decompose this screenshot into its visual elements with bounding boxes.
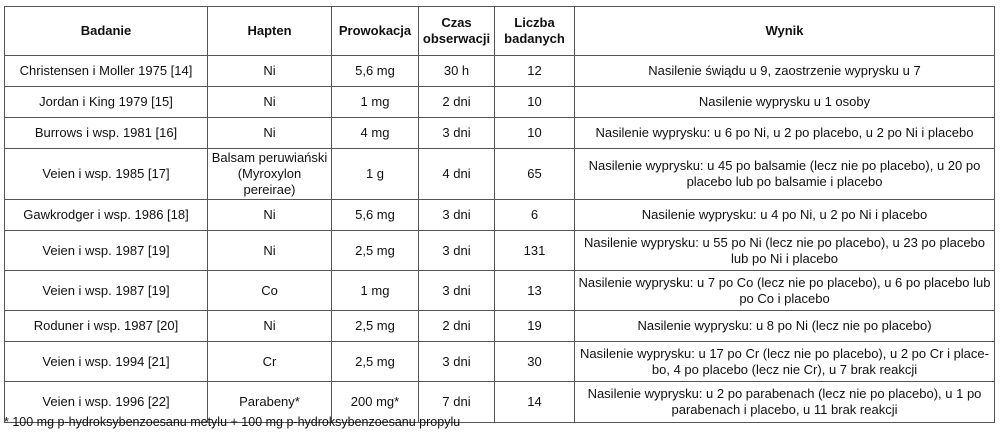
cell-badanie: Gawkrodger i wsp. 1986 [18] (5, 200, 208, 231)
cell-liczba: 6 (495, 200, 575, 231)
header-badanie: Badanie (5, 7, 208, 56)
cell-prowokacja: 2,5 mg (332, 342, 419, 382)
cell-wynik: Nasilenie wyprysku u 1 osoby (575, 87, 995, 118)
cell-czas: 3 dni (419, 200, 495, 231)
cell-wynik: Nasilenie wyprysku: u 4 po Ni, u 2 po Ni i placebo (575, 200, 995, 231)
cell-hapten: Ni (208, 118, 332, 149)
cell-czas: 3 dni (419, 118, 495, 149)
cell-czas: 2 dni (419, 311, 495, 342)
cell-wynik: Nasilenie wyprysku: u 45 po balsamie (lecz nie po placebo), u 20 po placebo lub po balsamie i placebo (575, 149, 995, 200)
table-row (5, 87, 995, 118)
cell-prowokacja: 2,5 mg (332, 231, 419, 271)
cell-liczba: 19 (495, 311, 575, 342)
footnote: * 100 mg p-hydroksybenzoesanu metylu + 100 mg p-hydroksybenzoesanu propylu (4, 415, 461, 429)
studies-table (4, 6, 995, 423)
cell-badanie: Veien i wsp. 1996 [22] (5, 382, 208, 423)
cell-czas: 3 dni (419, 231, 495, 271)
header-prowokacja: Prowokacja (332, 7, 419, 56)
cell-badanie: Jordan i King 1979 [15] (5, 87, 208, 118)
cell-liczba: 131 (495, 231, 575, 271)
cell-wynik: Nasilenie wyprysku: u 7 po Co (lecz nie po placebo), u 6 po placebo lub po Co i placebo (575, 271, 995, 311)
cell-wynik: Nasilenie wyprysku: u 8 po Ni (lecz nie po placebo) (575, 311, 995, 342)
cell-hapten: Ni (208, 56, 332, 87)
cell-prowokacja: 200 mg* (332, 382, 419, 423)
cell-badanie: Veien i wsp. 1987 [19] (5, 231, 208, 271)
table-row (5, 56, 995, 87)
cell-badanie: Christensen i Moller 1975 [14] (5, 56, 208, 87)
header-liczba: Liczba badanych (495, 7, 575, 56)
table-row (5, 149, 995, 200)
cell-czas: 2 dni (419, 87, 495, 118)
cell-hapten: Parabeny* (208, 382, 332, 423)
cell-liczba: 65 (495, 149, 575, 200)
table-row (5, 118, 995, 149)
cell-prowokacja: 4 mg (332, 118, 419, 149)
cell-badanie: Roduner i wsp. 1987 [20] (5, 311, 208, 342)
header-czas: Czas obserwacji (419, 7, 495, 56)
table-row (5, 231, 995, 271)
cell-wynik: Nasilenie wyprysku: u 2 po parabenach (lecz nie po placebo), u 1 po parabenach i placebo, u 11 brak reakcji (575, 382, 995, 423)
cell-hapten: Ni (208, 200, 332, 231)
table-row (5, 342, 995, 382)
cell-prowokacja: 5,6 mg (332, 56, 419, 87)
cell-hapten: Ni (208, 311, 332, 342)
cell-liczba: 30 (495, 342, 575, 382)
table-row (5, 271, 995, 311)
cell-wynik: Nasilenie wyprysku: u 17 po Cr (lecz nie po placebo), u 2 po Cr i place-bo, 4 po placebo (lecz nie Cr), u 7 brak reakcji (575, 342, 995, 382)
cell-liczba: 12 (495, 56, 575, 87)
table-row (5, 311, 995, 342)
cell-czas: 3 dni (419, 271, 495, 311)
cell-hapten: Ni (208, 87, 332, 118)
cell-liczba: 14 (495, 382, 575, 423)
cell-wynik: Nasilenie świądu u 9, zaostrzenie wyprysku u 7 (575, 56, 995, 87)
cell-badanie: Burrows i wsp. 1981 [16] (5, 118, 208, 149)
header-row (5, 7, 995, 56)
cell-hapten: Balsam peruwiański (Myroxylon pereirae) (208, 149, 332, 200)
cell-czas: 30 h (419, 56, 495, 87)
cell-hapten: Co (208, 271, 332, 311)
cell-prowokacja: 2,5 mg (332, 311, 419, 342)
header-hapten: Hapten (208, 7, 332, 56)
cell-hapten: Ni (208, 231, 332, 271)
cell-prowokacja: 5,6 mg (332, 200, 419, 231)
cell-liczba: 13 (495, 271, 575, 311)
cell-prowokacja: 1 mg (332, 87, 419, 118)
cell-hapten: Cr (208, 342, 332, 382)
cell-badanie: Veien i wsp. 1985 [17] (5, 149, 208, 200)
cell-czas: 3 dni (419, 342, 495, 382)
header-wynik: Wynik (575, 7, 995, 56)
cell-badanie: Veien i wsp. 1987 [19] (5, 271, 208, 311)
cell-prowokacja: 1 mg (332, 271, 419, 311)
cell-badanie: Veien i wsp. 1994 [21] (5, 342, 208, 382)
table-row (5, 200, 995, 231)
cell-liczba: 10 (495, 118, 575, 149)
cell-czas: 4 dni (419, 149, 495, 200)
cell-czas: 7 dni (419, 382, 495, 423)
cell-prowokacja: 1 g (332, 149, 419, 200)
cell-wynik: Nasilenie wyprysku: u 6 po Ni, u 2 po placebo, u 2 po Ni i placebo (575, 118, 995, 149)
cell-liczba: 10 (495, 87, 575, 118)
cell-wynik: Nasilenie wyprysku: u 55 po Ni (lecz nie po placebo), u 23 po placebo lub po Ni i placebo (575, 231, 995, 271)
